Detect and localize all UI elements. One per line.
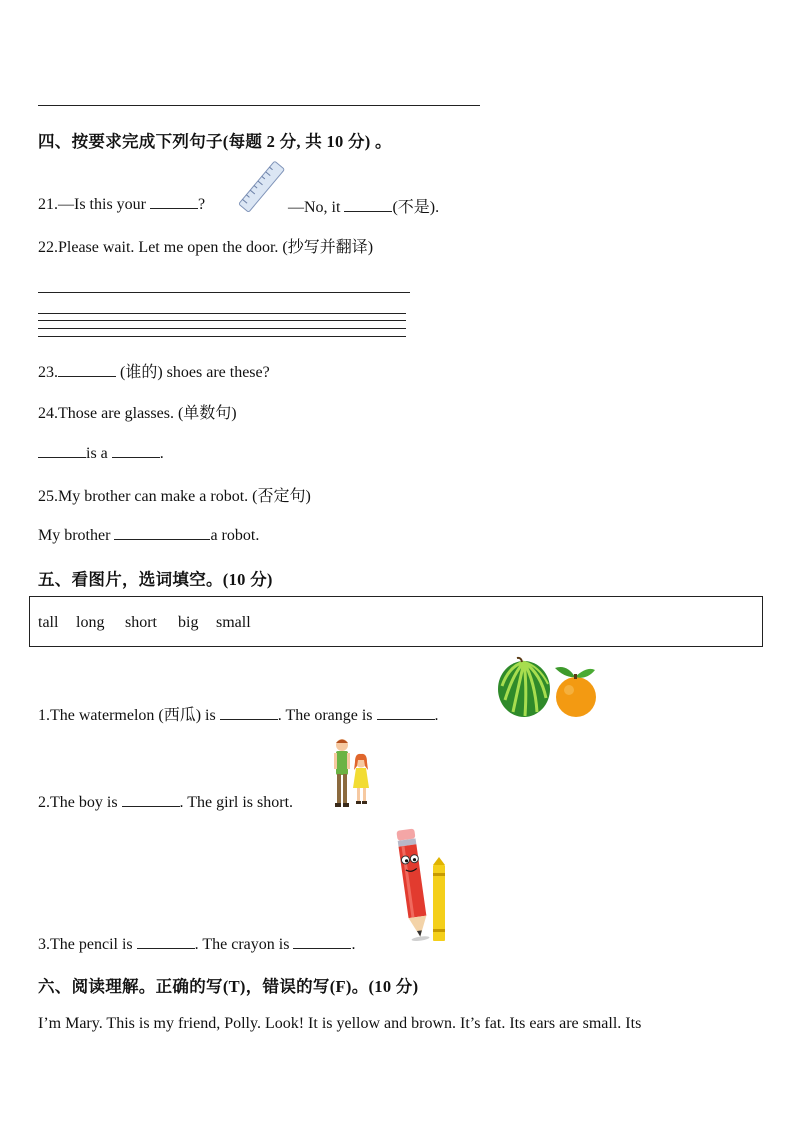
reading-passage: I’m Mary. This is my friend, Polly. Look! It is yellow and brown. It’s fat. Its ears are small. Its: [38, 1015, 642, 1032]
tall-boy-short-girl-image: [328, 736, 374, 810]
question-22: 22.Please wait. Let me open the door. (抄写并翻译): [38, 239, 374, 256]
picture-question-3: [38, 934, 355, 954]
section-4-heading: 四、按要求完成下列句子(每题 2 分, 共 10 分) 。: [38, 132, 392, 151]
watermelon-orange-image: [495, 656, 601, 720]
q24-blank-1[interactable]: [38, 443, 86, 458]
q21-hint: (不是).: [392, 199, 440, 216]
pq1-end: .: [434, 707, 439, 724]
picture-question-1: [38, 702, 439, 725]
pq3-mid: . The crayon is: [194, 936, 290, 953]
section-6-heading: [38, 973, 418, 997]
pencil-crayon-image: [392, 825, 454, 945]
q21-question-mark: ?: [198, 196, 206, 213]
pq2-start: 2.The boy is: [38, 794, 118, 811]
section-6-heading-t: (T): [222, 977, 246, 996]
q22-writing-line-4: [38, 336, 406, 337]
q22-copy-line: [38, 292, 410, 293]
word-bank-item: short: [125, 614, 157, 631]
pq2-end: . The girl is short.: [179, 794, 294, 811]
pq1-blank-2[interactable]: [377, 705, 435, 720]
question-24: 24.Those are glasses. (单数句): [38, 405, 237, 422]
answer-line-top: [38, 105, 480, 106]
q23-rest: (谁的) shoes are these?: [116, 364, 270, 381]
q25-answer-end: a robot.: [210, 527, 260, 544]
pq1-mid: . The orange is: [277, 707, 373, 724]
section-5-heading: 五、看图片，选词填空。(10 分): [38, 570, 273, 589]
word-bank-item: small: [216, 614, 251, 631]
q22-writing-line-1: [38, 313, 406, 314]
q25-answer: [38, 525, 259, 545]
pq3-start: 3.The pencil is: [38, 936, 133, 953]
q25-blank[interactable]: [114, 525, 210, 540]
q22-writing-line-2: [38, 320, 406, 321]
q21-part1: —Is this your: [58, 196, 146, 213]
pq1-blank-1[interactable]: [220, 705, 278, 720]
q21-blank-2[interactable]: [344, 197, 392, 212]
word-bank-item: tall: [38, 614, 59, 631]
pq1-start: 1.The watermelon (西瓜) is: [38, 707, 216, 724]
question-23: [38, 359, 270, 382]
q24-answer: [38, 443, 164, 463]
q23-blank[interactable]: [58, 362, 116, 377]
q24-answer-end: .: [159, 445, 164, 462]
section-6-heading-c: 。(10 分): [351, 977, 419, 996]
q21-number: 21.: [38, 196, 58, 213]
pq3-end: .: [351, 936, 356, 953]
ruler-icon: [238, 160, 286, 214]
question-25: 25.My brother can make a robot. (否定句): [38, 488, 311, 505]
section-6-heading-f: (F): [329, 977, 352, 996]
q25-answer-start: My brother: [38, 527, 111, 544]
word-bank-box: [29, 596, 763, 647]
picture-question-2: [38, 792, 293, 812]
section-6-heading-b: ，错误的写: [245, 977, 330, 996]
section-6-heading-a: 六、阅读理解。正确的写: [38, 977, 223, 996]
q21-blank-1[interactable]: [150, 194, 198, 209]
q21-part2: —No, it: [288, 199, 341, 216]
q24-answer-mid: is a: [86, 445, 108, 462]
pq2-blank[interactable]: [122, 792, 180, 807]
pq3-blank-1[interactable]: [137, 934, 195, 949]
pq3-blank-2[interactable]: [293, 934, 351, 949]
word-bank-item: big: [178, 614, 199, 631]
q23-number: 23.: [38, 364, 58, 381]
question-21-reply: [288, 194, 439, 217]
question-21: [38, 194, 205, 214]
q24-blank-2[interactable]: [112, 443, 160, 458]
word-bank-item: long: [76, 614, 105, 631]
q22-writing-line-3: [38, 328, 406, 329]
